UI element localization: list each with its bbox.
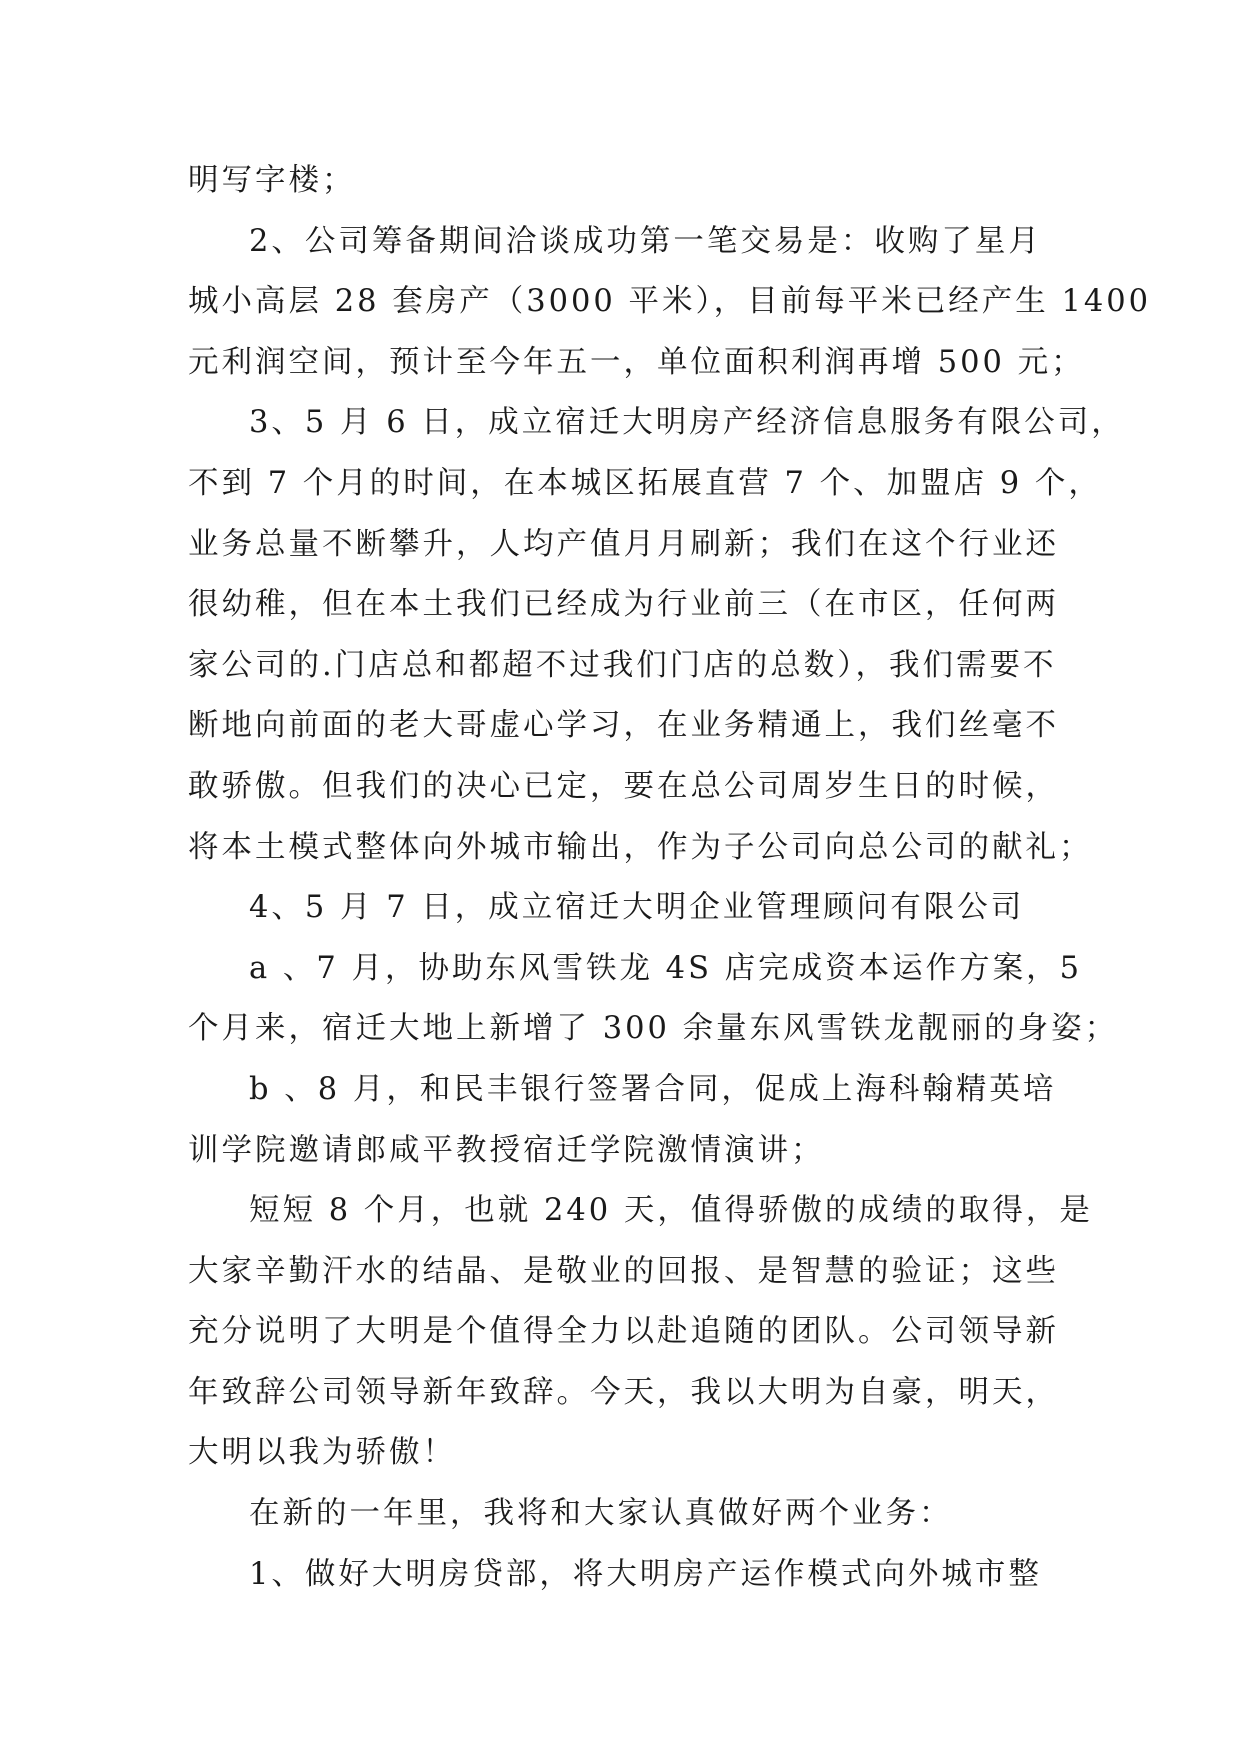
text-line: 大明以我为骄傲！ (188, 1435, 456, 1471)
text-line: 家公司的.门店总和都超不过我们门店的总数），我们需要不 (188, 647, 1057, 683)
text-line: 1、做好大明房贷部，将大明房产运作模式向外城市整 (249, 1556, 1042, 1592)
text-line: 明写字楼； (188, 163, 356, 198)
text-line: 2、公司筹备期间洽谈成功第一笔交易是：收购了星月 (249, 223, 1042, 259)
document-body (188, 151, 1152, 1605)
text-line: a 、7 月，协助东风雪铁龙 4S 店完成资本运作方案，5 (249, 950, 1083, 986)
text-line: 大家辛勤汗水的结晶、是敬业的回报、是智慧的验证；这些 (188, 1253, 1059, 1289)
text-line: 短短 8 个月，也就 240 天，值得骄傲的成绩的取得，是 (249, 1193, 1093, 1229)
text-line: 将本土模式整体向外城市输出，作为子公司向总公司的献礼； (188, 829, 1093, 865)
text-line: 训学院邀请郎咸平教授宿迁学院激情演讲； (188, 1132, 825, 1168)
text-line: b 、8 月，和民丰银行签署合同，促成上海科翰精英培 (249, 1071, 1057, 1107)
text-line: 4、5 月 7 日，成立宿迁大明企业管理顾问有限公司 (249, 890, 1025, 926)
text-line: 充分说明了大明是个值得全力以赴追随的团队。公司领导新 (188, 1314, 1059, 1350)
text-line: 年致辞公司领导新年致辞。今天，我以大明为自豪，明天， (188, 1374, 1059, 1410)
text-line: 3、5 月 6 日，成立宿迁大明房产经济信息服务有限公司， (249, 405, 1125, 441)
text-line: 业务总量不断攀升，人均产值月月刷新；我们在这个行业还 (188, 526, 1059, 562)
text-line: 断地向前面的老大哥虚心学习，在业务精通上，我们丝毫不 (188, 708, 1059, 744)
text-line: 个月来，宿迁大地上新增了 300 余量东风雪铁龙靓丽的身姿； (188, 1011, 1119, 1047)
text-line: 城小高层 28 套房产（3000 平米），目前每平米已经产生 1400 (188, 284, 1152, 320)
text-line: 不到 7 个月的时间，在本城区拓展直营 7 个、加盟店 9 个， (188, 465, 1102, 501)
text-line: 很幼稚，但在本土我们已经成为行业前三（在市区，任何两 (188, 587, 1059, 623)
text-line: 在新的一年里，我将和大家认真做好两个业务： (249, 1496, 953, 1532)
text-line: 敢骄傲。但我们的决心已定，要在总公司周岁生日的时候， (188, 768, 1059, 804)
text-line: 元利润空间，预计至今年五一，单位面积利润再增 500 元； (188, 344, 1085, 380)
